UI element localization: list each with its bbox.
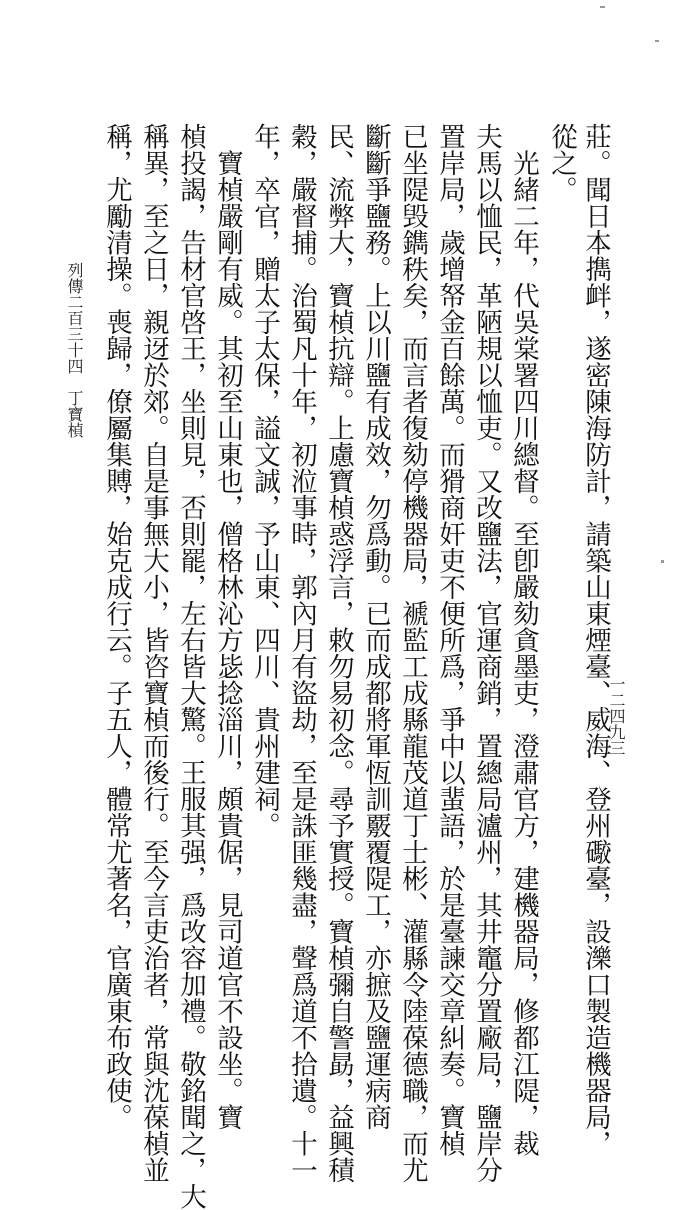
text-column-3: 光緒二年，代吳棠署四川總督。至卽嚴劾貪墨吏，澄肅官方，建機器局，修都江隄，裁	[508, 123, 539, 1157]
text-column-11: 寶楨嚴剛有威。其初至山東也，僧格林沁方毖捻淄川，頗貴倨，見司道官不設坐。寶	[212, 123, 243, 1130]
text-column-9: 穀，嚴督捕。治蜀凡十年，初涖事時，郭內月有盜劫，至是誅匪幾盡，聲爲道不拾遺。十一	[286, 123, 317, 1183]
text-column-7: 斷斷爭鹽務。上以川鹽有成效，勿爲動。已而成都將軍恆訓覈覆隄工，亦摭及鹽運病商	[360, 123, 391, 1130]
text-column-14: 稱，尤勵清操。喪歸，僚屬集賻，始克成行云。子五人，體常尤著名，官廣東布政使。	[101, 123, 132, 1130]
scan-speck	[600, 6, 605, 8]
text-column-1: 莊。聞日本擕衅，遂密陳海防計，請築山東煙臺、威海、登州礮臺，設濼口製造機器局，	[580, 123, 611, 1157]
text-column-8: 民、流弊大，寶楨抗辯。上慮寶楨惑浮言，敕勿易初念。尋予實授。寶楨彌自警勗，益興積	[323, 123, 354, 1183]
text-column-12: 楨投謁，告材官啓王，坐則見，否則罷，左右皆大驚。王服其强，爲改容加禮。敬銘聞之，大	[175, 123, 206, 1210]
scan-speck	[655, 40, 659, 42]
scan-speck	[661, 560, 664, 563]
text-column-5: 置岸局，歲增帑金百餘萬。而猾商奸吏不便所爲，爭中以蜚語，於是臺諫交章糾奏。寶楨	[434, 123, 465, 1157]
page-number: 一二四九三	[607, 676, 626, 756]
text-column-6: 已坐隄毁鐫秩矣，而言者復劾停機器局，褫監工成縣龍茂道丁士彬、灌縣令陸葆德職，而尤	[397, 123, 428, 1183]
text-column-13: 稱異，至之日，親迓於郊。自是事無大小，皆咨寶楨而後行。至今言吏治者，常與沈葆楨並	[138, 123, 169, 1183]
text-column-10: 年，卒官，贈太子太保，謚文誠，予山東、四川、貴州建祠。	[249, 123, 280, 839]
text-column-2: 從之。	[546, 123, 577, 203]
text-column-4: 夫馬以恤民，革陋規以恤吏。又改鹽法，官運商銷，置總局瀘州，其井竈分置廠局，鹽岸分	[471, 123, 502, 1183]
running-title: 列傳二百三十四 丁寶楨	[65, 262, 84, 438]
